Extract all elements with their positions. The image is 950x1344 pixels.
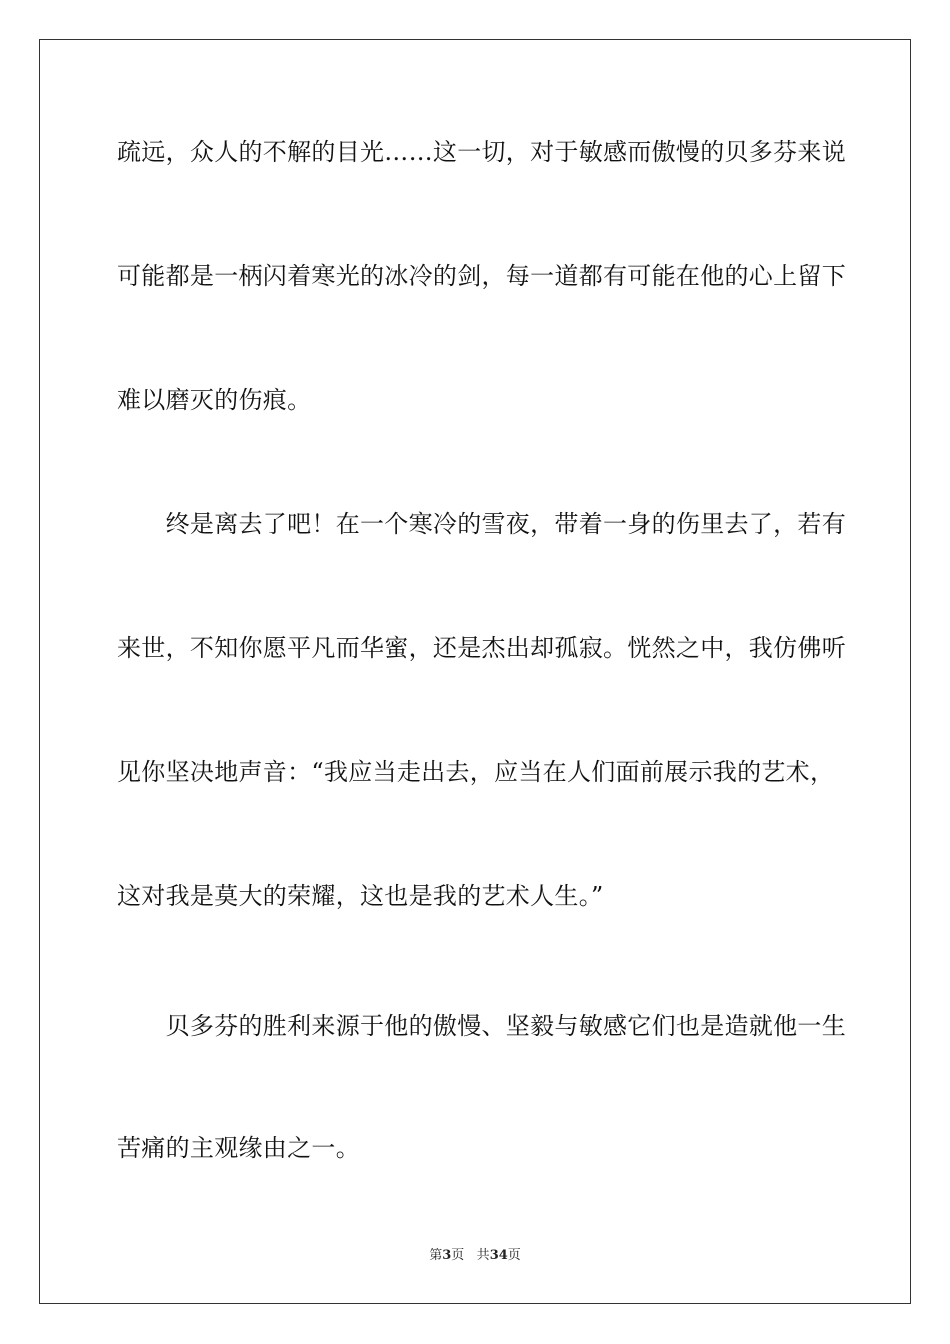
page-footer bbox=[0, 1247, 950, 1265]
page-suffix: 页 bbox=[451, 1248, 465, 1263]
text-line: 难以磨灭的伤痕。 bbox=[117, 386, 312, 414]
page-border bbox=[39, 39, 911, 1304]
text-line: 这对我是莫大的荣耀，这也是我的艺术人生。” bbox=[117, 882, 604, 910]
total-pages: 34 bbox=[489, 1248, 508, 1263]
text-line: 终是离去了吧！在一个寒冷的雪夜，带着一身的伤里去了，若有 bbox=[117, 510, 846, 538]
text-line: 来世，不知你愿平凡而华蜜，还是杰出却孤寂。恍然之中，我仿佛听 bbox=[117, 634, 846, 662]
text-line: 可能都是一柄闪着寒光的冰冷的剑，每一道都有可能在他的心上留下 bbox=[117, 262, 846, 290]
text-line: 贝多芬的胜利来源于他的傲慢、坚毅与敏感它们也是造就他一生 bbox=[117, 1012, 846, 1040]
page-number: 3 bbox=[442, 1248, 452, 1263]
page-prefix: 第 bbox=[429, 1248, 443, 1263]
text-line: 苦痛的主观缘由之一。 bbox=[117, 1134, 360, 1162]
total-prefix: 共 bbox=[476, 1248, 490, 1263]
total-suffix: 页 bbox=[507, 1248, 521, 1263]
text-line: 疏远，众人的不解的目光……这一切，对于敏感而傲慢的贝多芬来说 bbox=[117, 138, 846, 166]
text-line: 见你坚决地声音：“我应当走出去，应当在人们面前展示我的艺术， bbox=[117, 758, 835, 786]
